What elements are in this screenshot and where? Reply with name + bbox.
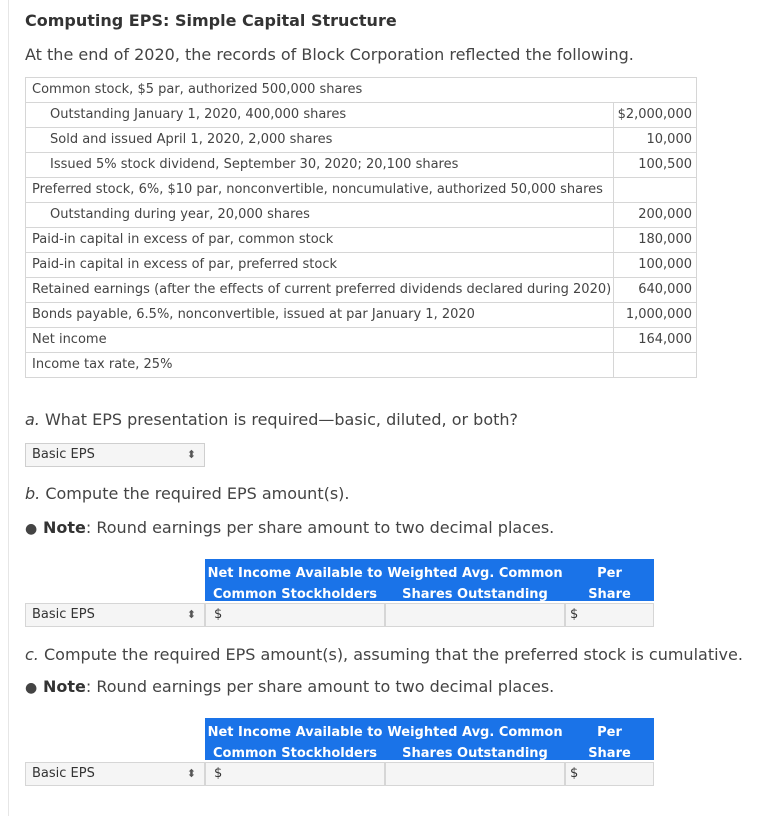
note-b-label: Note xyxy=(43,518,86,537)
record-label: Preferred stock, 6%, $10 par, nonconvertible, noncumulative, authorized 50,000 shares xyxy=(26,178,614,203)
note-c-label: Note xyxy=(43,677,86,696)
header-net-income-line1: Net Income Available to xyxy=(207,566,383,581)
record-amount: 10,000 xyxy=(614,128,697,153)
record-row xyxy=(26,253,697,278)
intro-text: At the end of 2020, the records of Block Corporation reflected the following. xyxy=(25,45,634,64)
eps-table-header-c xyxy=(205,718,654,760)
header-per-share-line1: Per xyxy=(597,725,622,740)
eps-type-select-c-value: Basic EPS xyxy=(32,766,95,781)
record-label: Sold and issued April 1, 2020, 2,000 shares xyxy=(26,128,614,153)
question-a-text: What EPS presentation is required—basic, diluted, or both? xyxy=(44,410,519,429)
record-row xyxy=(26,128,697,153)
record-row xyxy=(26,303,697,328)
record-amount: 180,000 xyxy=(614,228,697,253)
eps-presentation-select[interactable] xyxy=(25,443,205,467)
question-a xyxy=(25,410,518,429)
record-label: Outstanding January 1, 2020, 400,000 shares xyxy=(26,103,614,128)
record-amount xyxy=(614,178,697,203)
question-c-letter: c. xyxy=(25,645,39,664)
record-label: Paid-in capital in excess of par, common stock xyxy=(26,228,614,253)
header-net-income-line1: Net Income Available to xyxy=(207,725,383,740)
left-frame-divider xyxy=(8,0,9,816)
eps-type-select-b[interactable] xyxy=(25,603,205,627)
per-share-dollar-sign-c: $ xyxy=(570,766,579,781)
question-c xyxy=(25,645,743,664)
question-b xyxy=(25,484,350,503)
records-table xyxy=(25,77,697,378)
header-per-share-line2: Share xyxy=(588,746,631,761)
question-a-letter: a. xyxy=(25,410,40,429)
record-row xyxy=(26,153,697,178)
record-amount: 100,500 xyxy=(614,153,697,178)
header-weighted-avg-line1: Weighted Avg. Common xyxy=(387,725,563,740)
per-share-dollar-sign-b: $ xyxy=(570,607,579,622)
up-down-caret-icon: ⬍ xyxy=(186,608,196,621)
up-down-caret-icon: ⬍ xyxy=(186,448,196,461)
record-row xyxy=(26,78,697,103)
header-per-share-line2: Share xyxy=(588,587,631,602)
per-share-input-b[interactable] xyxy=(565,603,654,627)
bullet-icon: ● xyxy=(25,680,38,696)
record-label: Paid-in capital in excess of par, preferred stock xyxy=(26,253,614,278)
record-amount: $2,000,000 xyxy=(614,103,697,128)
net-income-input-c[interactable] xyxy=(205,762,385,786)
header-per-share xyxy=(565,563,654,605)
record-label: Bonds payable, 6.5%, nonconvertible, issued at par January 1, 2020 xyxy=(26,303,614,328)
header-net-income-line2: Common Stockholders xyxy=(212,587,378,602)
note-b-text: : Round earnings per share amount to two decimal places. xyxy=(85,518,555,537)
per-share-input-c[interactable] xyxy=(565,762,654,786)
eps-table-header-b xyxy=(205,559,654,601)
record-label: Income tax rate, 25% xyxy=(26,353,614,378)
record-row xyxy=(26,278,697,303)
bullet-icon: ● xyxy=(25,521,38,537)
weighted-avg-input-b[interactable] xyxy=(385,603,565,627)
record-row xyxy=(26,228,697,253)
record-amount xyxy=(614,353,697,378)
record-row xyxy=(26,353,697,378)
header-per-share xyxy=(565,722,654,764)
header-weighted-avg-line1: Weighted Avg. Common xyxy=(387,566,563,581)
header-weighted-avg-line2: Shares Outstanding xyxy=(402,746,548,761)
note-b xyxy=(25,518,554,537)
eps-row-c xyxy=(25,762,654,786)
question-c-text: Compute the required EPS amount(s), assuming that the preferred stock is cumulative. xyxy=(43,645,743,664)
page-title: Computing EPS: Simple Capital Structure xyxy=(25,11,397,30)
net-income-dollar-sign-b: $ xyxy=(214,607,223,622)
record-label: Issued 5% stock dividend, September 30, 2020; 20,100 shares xyxy=(26,153,614,178)
record-amount: 164,000 xyxy=(614,328,697,353)
note-c xyxy=(25,677,554,696)
header-net-income-line2: Common Stockholders xyxy=(212,746,378,761)
header-weighted-avg xyxy=(385,722,565,764)
net-income-input-b[interactable] xyxy=(205,603,385,627)
header-net-income xyxy=(205,563,385,605)
record-row xyxy=(26,103,697,128)
question-b-letter: b. xyxy=(25,484,41,503)
header-per-share-line1: Per xyxy=(597,566,622,581)
record-row xyxy=(26,178,697,203)
record-amount: 200,000 xyxy=(614,203,697,228)
weighted-avg-input-c[interactable] xyxy=(385,762,565,786)
net-income-dollar-sign-c: $ xyxy=(214,766,223,781)
eps-type-select-c[interactable] xyxy=(25,762,205,786)
record-row xyxy=(26,328,697,353)
record-amount: 1,000,000 xyxy=(614,303,697,328)
question-b-text: Compute the required EPS amount(s). xyxy=(45,484,350,503)
eps-row-b xyxy=(25,603,654,627)
record-label: Common stock, $5 par, authorized 500,000 shares xyxy=(26,78,697,103)
record-label: Outstanding during year, 20,000 shares xyxy=(26,203,614,228)
eps-presentation-value: Basic EPS xyxy=(32,447,95,462)
record-label: Net income xyxy=(26,328,614,353)
record-row xyxy=(26,203,697,228)
header-net-income xyxy=(205,722,385,764)
header-weighted-avg-line2: Shares Outstanding xyxy=(402,587,548,602)
header-weighted-avg xyxy=(385,563,565,605)
up-down-caret-icon: ⬍ xyxy=(186,767,196,780)
note-c-text: : Round earnings per share amount to two decimal places. xyxy=(85,677,555,696)
record-amount: 640,000 xyxy=(614,278,697,303)
eps-type-select-b-value: Basic EPS xyxy=(32,607,95,622)
record-amount: 100,000 xyxy=(614,253,697,278)
record-label: Retained earnings (after the effects of current preferred dividends declared during 2020) xyxy=(26,278,614,303)
